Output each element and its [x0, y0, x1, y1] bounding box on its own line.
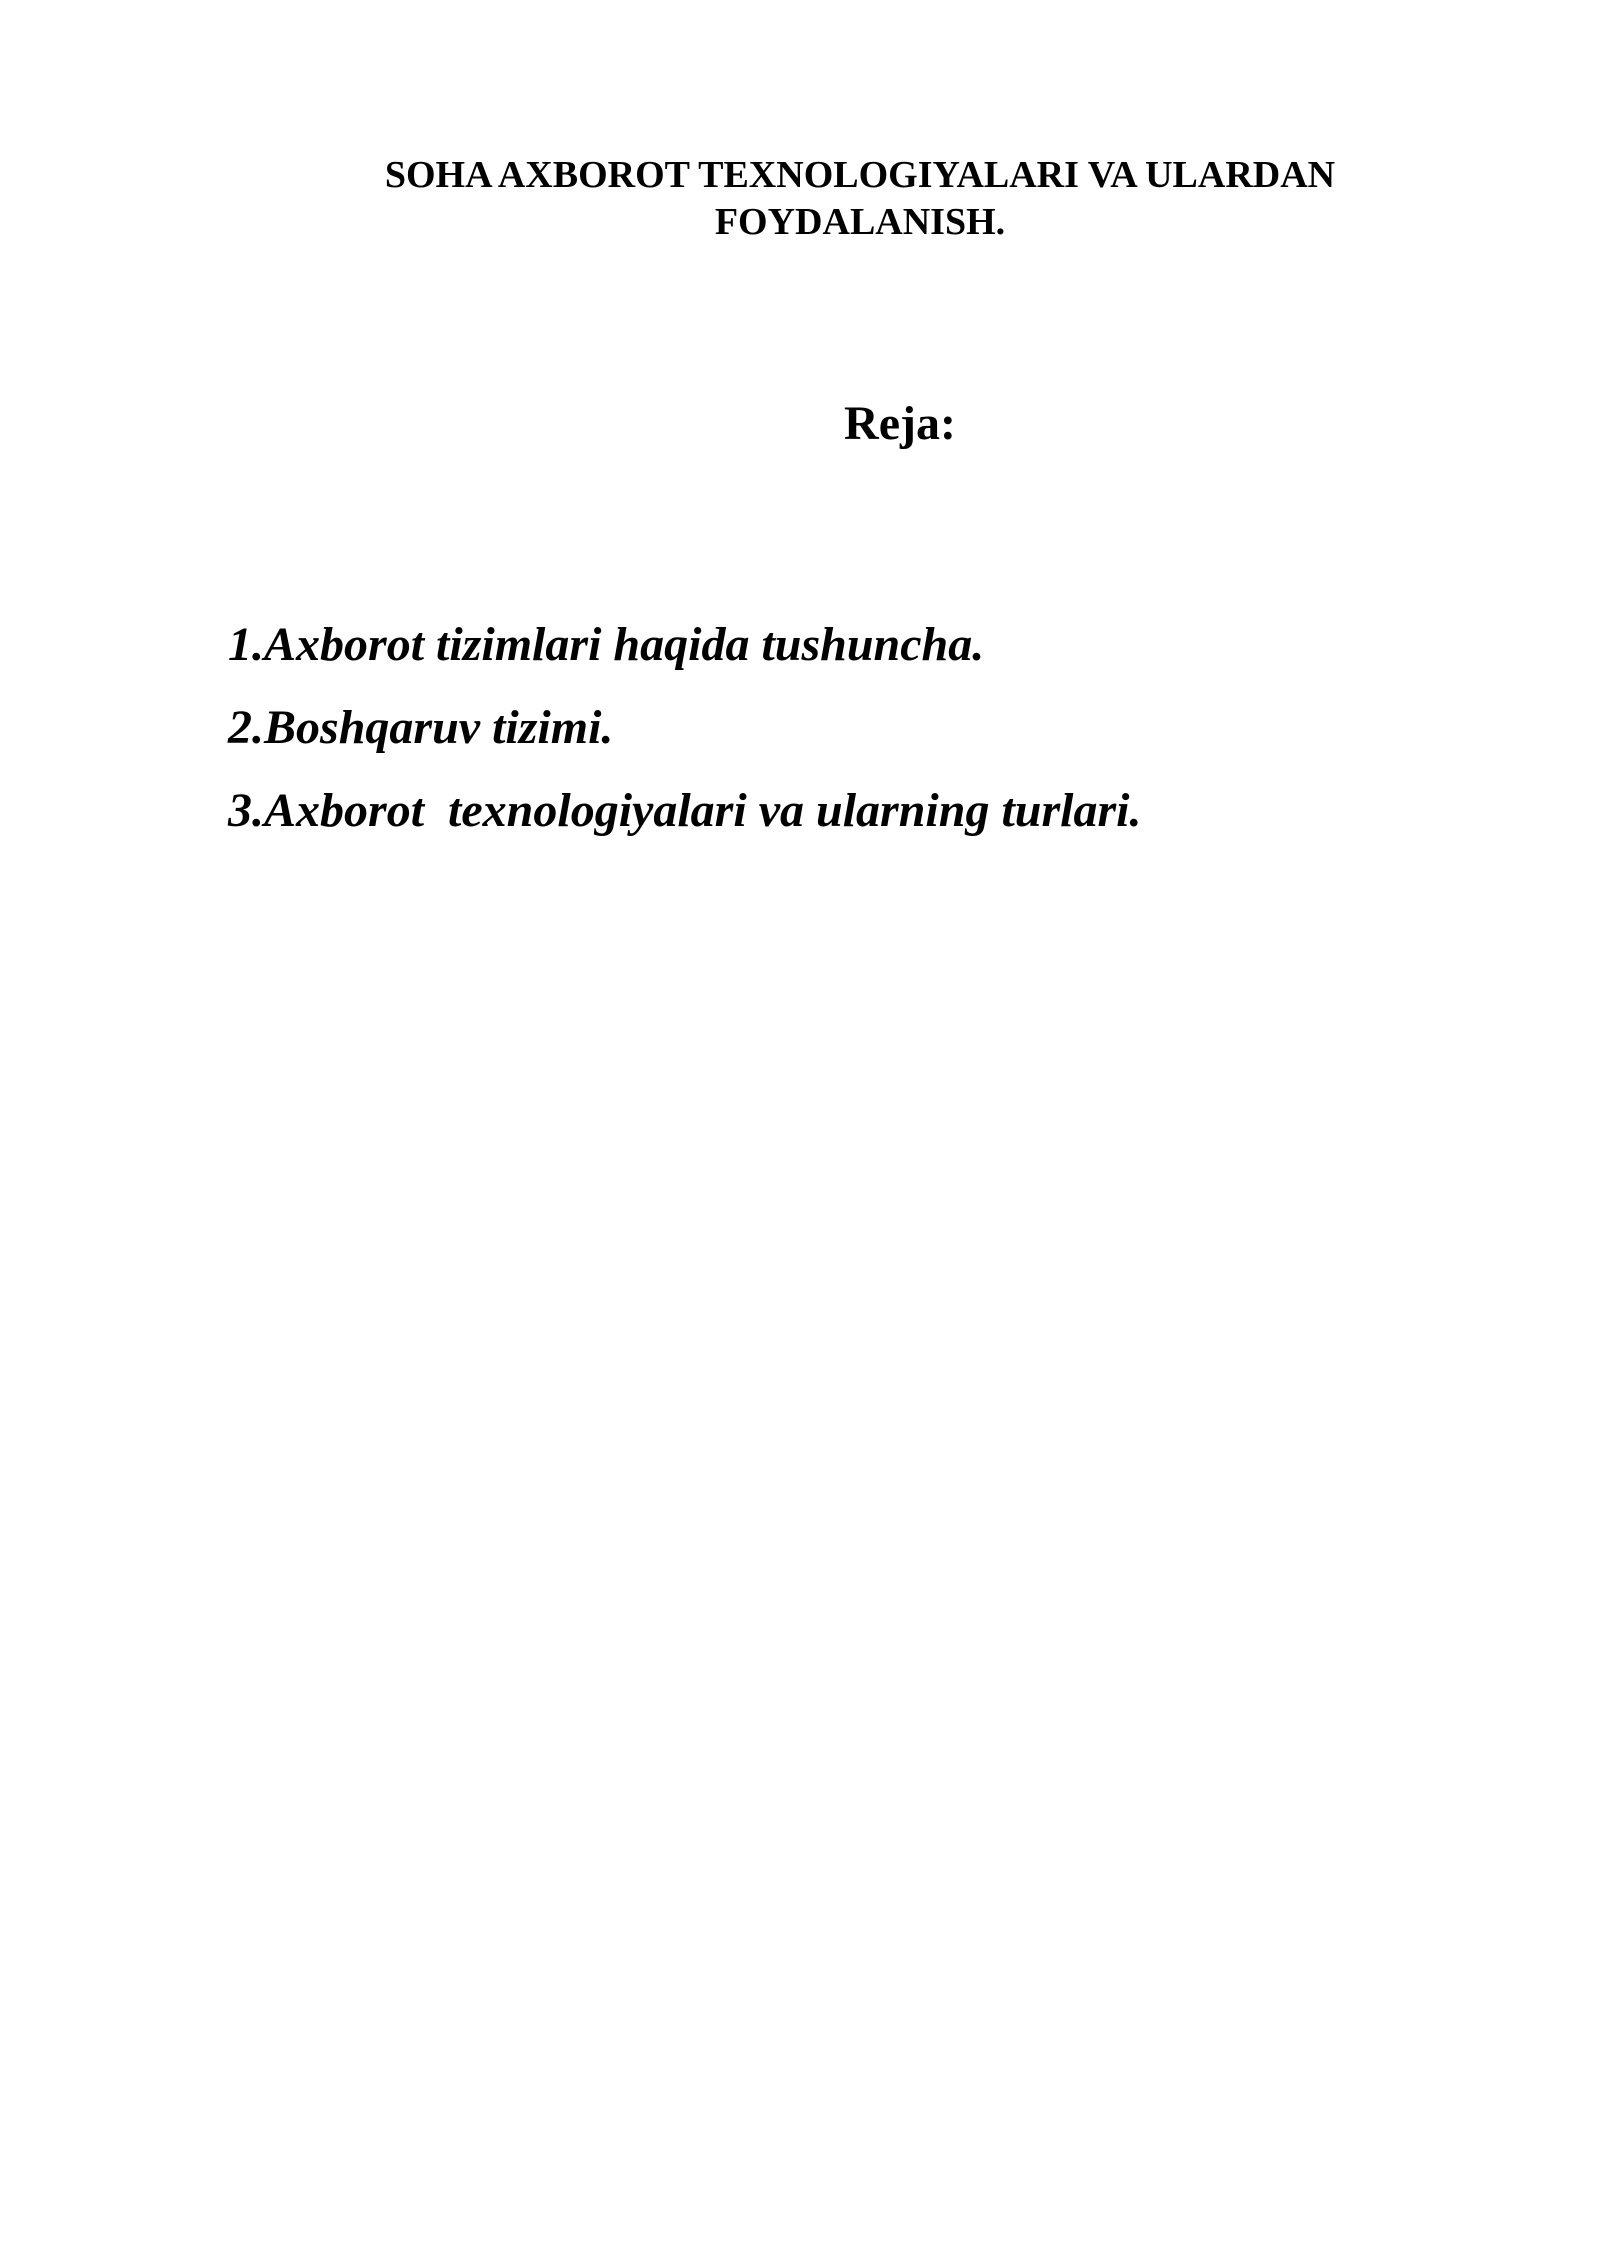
document-title-line-1: SOHA AXBOROT TEXNOLOGIYALARI VA ULARDAN: [384, 154, 1336, 196]
plan-item-3: 3.Axborot texnologiyalari va ularning turlari.: [228, 784, 1142, 837]
plan-item-2: 2.Boshqaruv tizimi.: [228, 701, 614, 754]
document-title: [300, 152, 1420, 246]
plan-heading: Reja:: [844, 397, 956, 450]
plan-item-1: 1.Axborot tizimlari haqida tushuncha.: [228, 618, 985, 671]
document-title-line-2: FOYDALANISH.: [714, 201, 1006, 243]
plan-list: [228, 615, 1478, 864]
